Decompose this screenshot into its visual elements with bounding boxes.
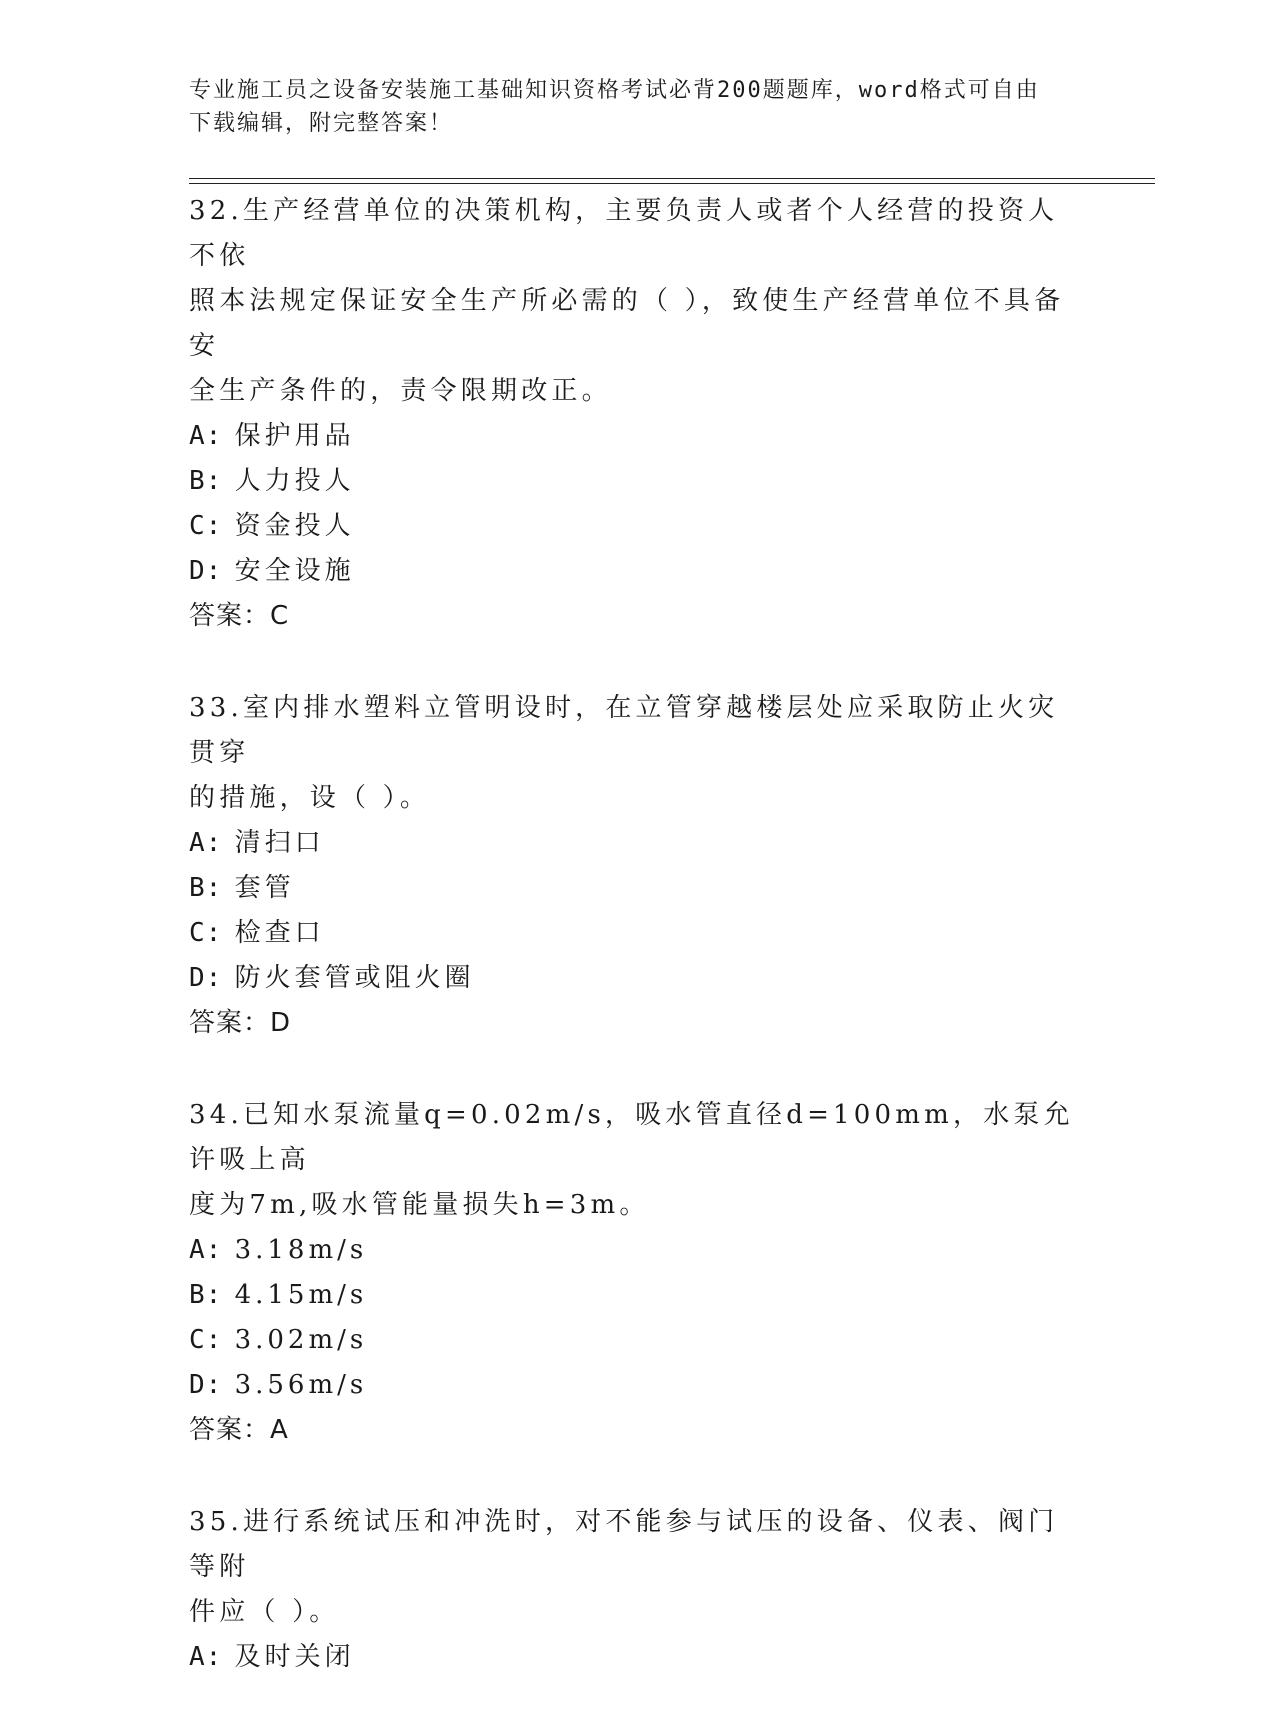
- option-text: 3.56m/s: [234, 1370, 368, 1400]
- option-letter: A:: [189, 1642, 223, 1672]
- question-stem-line: 33.室内排水塑料立管明设时，在立管穿越楼层处应采取防止火灾贯穿: [189, 693, 1059, 768]
- option-text: 安全设施: [234, 556, 355, 586]
- option-text: 资金投人: [234, 511, 355, 541]
- option-c: [189, 504, 1079, 549]
- option-letter: C:: [189, 511, 223, 541]
- option-a: [189, 1228, 1079, 1273]
- option-b: [189, 1273, 1079, 1318]
- header-line-1: 专业施工员之设备安装施工基础知识资格考试必背200题题库，word格式可自由: [189, 78, 1040, 103]
- question-stem-line: 35.进行系统试压和冲洗时，对不能参与试压的设备、仪表、阀门等附: [189, 1507, 1059, 1582]
- header-line-2: 下载编辑，附完整答案！: [189, 111, 454, 136]
- option-a: [189, 1635, 1079, 1680]
- answer-line: 答案：C: [189, 601, 290, 631]
- question-list: [189, 189, 1079, 1727]
- option-c: [189, 1318, 1079, 1363]
- option-a: [189, 414, 1079, 459]
- option-letter: B:: [189, 1280, 223, 1310]
- option-text: 防火套管或阻火圈: [234, 963, 475, 993]
- option-letter: C:: [189, 918, 223, 948]
- header-rule-top: [189, 178, 1155, 179]
- answer-line: 答案：D: [189, 1008, 292, 1038]
- option-letter: A:: [189, 1235, 223, 1265]
- option-b: [189, 459, 1079, 504]
- option-text: 保护用品: [234, 421, 355, 451]
- option-d: [189, 1363, 1079, 1408]
- option-letter: A:: [189, 421, 223, 451]
- option-text: 人力投人: [234, 466, 355, 496]
- option-letter: A:: [189, 828, 223, 858]
- header-rule-bottom: [189, 183, 1155, 184]
- option-b: [189, 866, 1079, 911]
- option-text: 及时关闭: [234, 1642, 355, 1672]
- option-d: [189, 956, 1079, 1001]
- question-32: [189, 189, 1079, 639]
- question-33: [189, 686, 1079, 1046]
- question-stem-line: 34.已知水泵流量q=0.02m/s，吸水管直径d=100mm，水泵允许吸上高: [189, 1100, 1074, 1175]
- option-letter: B:: [189, 873, 223, 903]
- option-c: [189, 911, 1079, 956]
- option-letter: B:: [189, 466, 223, 496]
- option-letter: C:: [189, 1325, 223, 1355]
- answer-line: 答案：A: [189, 1415, 289, 1445]
- option-d: [189, 549, 1079, 594]
- question-stem-line: 32.生产经营单位的决策机构，主要负责人或者个人经营的投资人不依: [189, 196, 1059, 271]
- option-text: 检查口: [234, 918, 325, 948]
- option-letter: D:: [189, 1370, 223, 1400]
- option-text: 3.18m/s: [234, 1235, 368, 1265]
- option-text: 3.02m/s: [234, 1325, 368, 1355]
- option-letter: D:: [189, 556, 223, 586]
- question-stem-line: 度为7m,吸水管能量损失h=3m。: [189, 1190, 650, 1220]
- option-letter: D:: [189, 963, 223, 993]
- option-a: [189, 821, 1079, 866]
- question-stem-line: 的措施，设（ ）。: [189, 783, 431, 813]
- question-34: [189, 1093, 1079, 1453]
- question-35: [189, 1500, 1079, 1680]
- option-text: 套管: [234, 873, 295, 903]
- question-stem-line: 件应（ ）。: [189, 1597, 340, 1627]
- option-text: 4.15m/s: [234, 1280, 368, 1310]
- question-stem-line: 全生产条件的，责令限期改正。: [189, 376, 612, 406]
- document-header: [189, 74, 1079, 140]
- question-stem-line: 照本法规定保证安全生产所必需的（ ），致使生产经营单位不具备安: [189, 286, 1065, 361]
- option-text: 清扫口: [234, 828, 325, 858]
